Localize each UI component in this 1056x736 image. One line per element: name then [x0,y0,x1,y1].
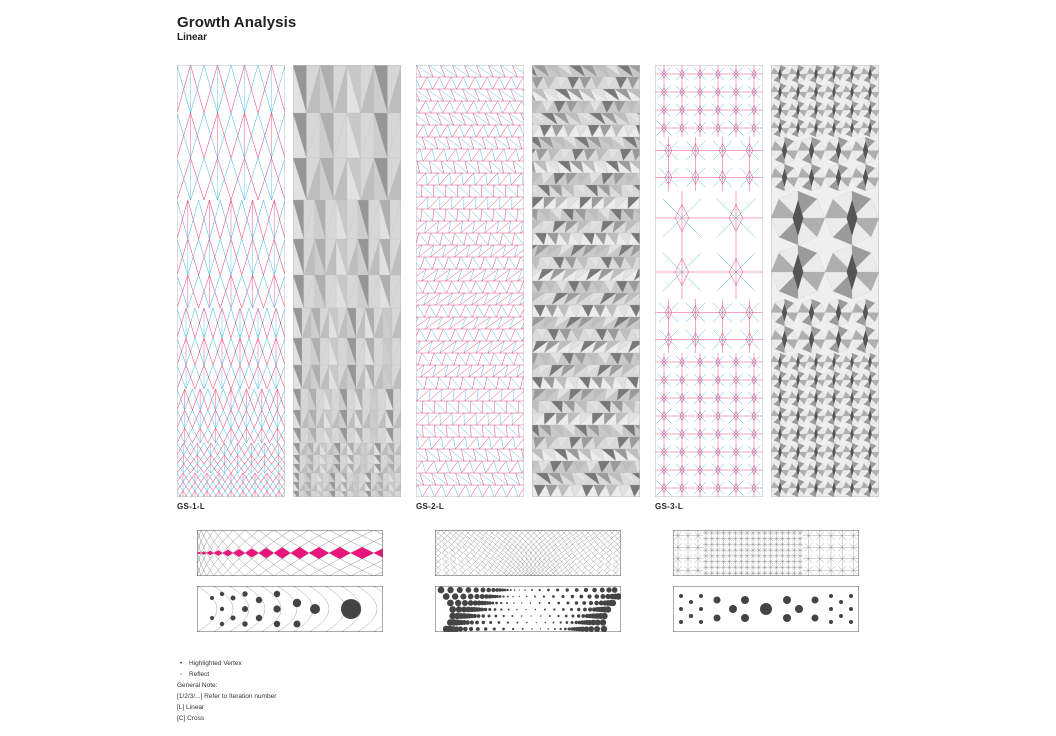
legend-item-reflect [177,669,276,680]
title-block [177,14,296,43]
specimen-label-gs-1: GS-1-L [177,502,206,511]
note-line: [C] Cross [177,715,205,722]
legend-label: Highlighted Vertex [189,660,242,667]
vertex-map-gs-2 [435,586,621,632]
crease-pattern-gs-3 [655,65,763,497]
crease-pattern-gs-2 [416,65,524,497]
pattern-strip-gs-2 [435,530,621,576]
filled-dot-icon: • [179,660,183,667]
folded-render-gs-3 [771,65,879,497]
vertex-map-gs-1 [197,586,383,632]
folded-render-gs-1 [293,65,401,497]
legend [177,658,276,724]
crease-pattern-gs-1 [177,65,285,497]
page-subtitle: Linear [177,32,208,43]
folded-render-gs-2 [532,65,640,497]
note-line: [1/2/3/...] Refer to Iteration number [177,693,277,700]
pattern-strip-gs-1 [197,530,383,576]
note-line: [L] Linear [177,704,205,711]
open-dot-icon: ◦ [179,671,183,678]
specimen-label-gs-2: GS-2-L [416,502,445,511]
notes-title: General Note: [177,682,218,689]
specimen-label-gs-3: GS-3-L [655,502,684,511]
pattern-strip-gs-3 [673,530,859,576]
page-title: Growth Analysis [177,14,297,31]
legend-label: Reflect [189,671,210,678]
legend-item-highlighted-vertex [177,658,276,669]
vertex-map-gs-3 [673,586,859,632]
